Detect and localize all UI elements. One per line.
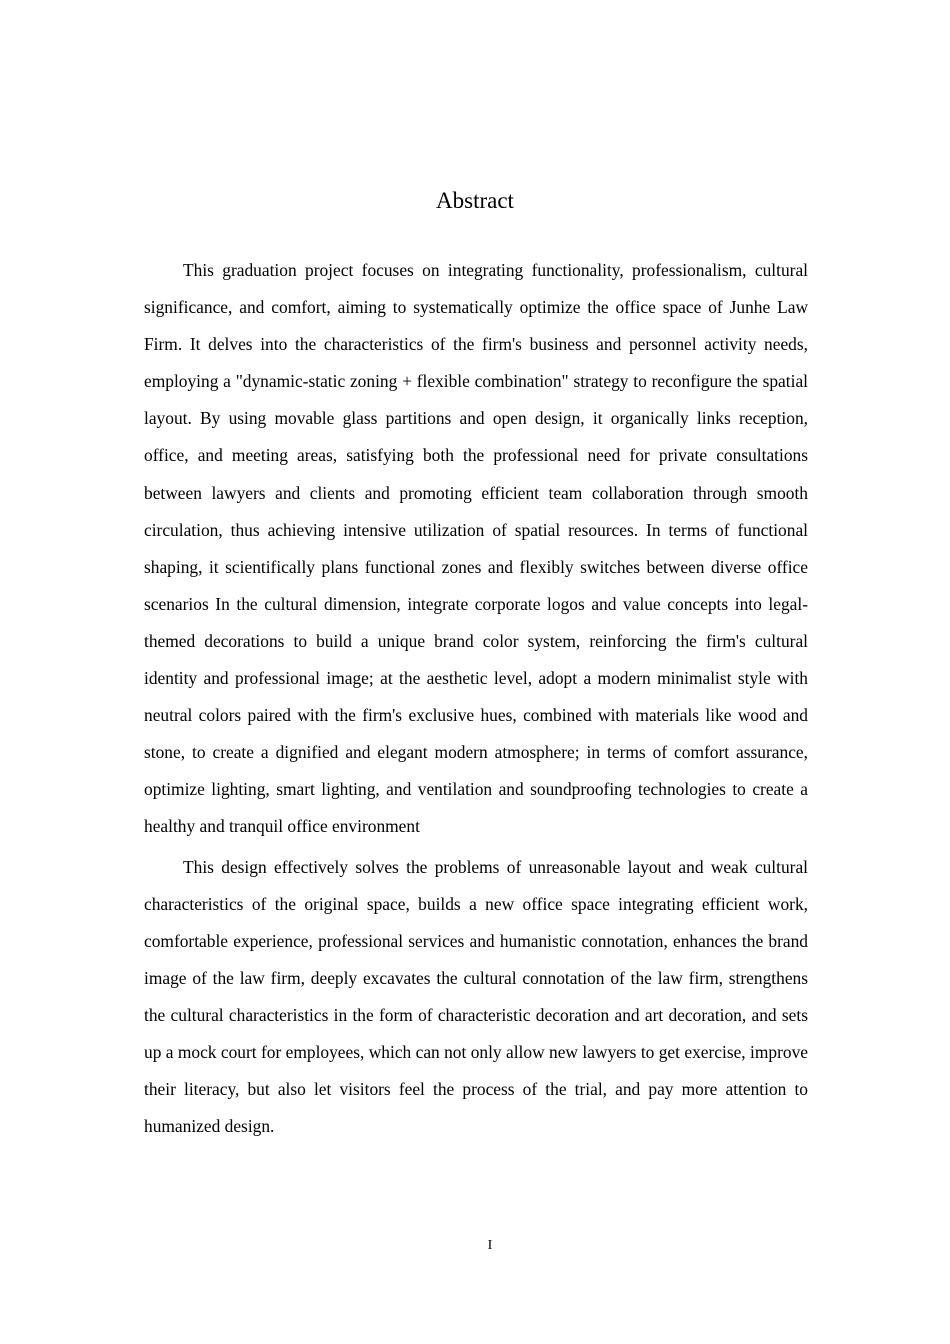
abstract-title: Abstract [436,188,514,213]
abstract-body [144,252,808,1145]
abstract-paragraph-2: This design effectively solves the problems of unreasonable layout and weak cultural characteristics of the original space, builds a new office space integrating efficient work, comfortable experience, professional services and humanistic connotation, enhances the brand image of the law firm, deeply excavates the cultural connotation of the law firm, strengthens the cultural characteristics in the form of characteristic decoration and art decoration, and sets up a mock court for employees, which can not only allow new lawyers to get exercise, improve their literacy, but also let visitors feel the process of the trial, and pay more attention to humanized design. [144,856,808,1137]
abstract-paragraph-1: This graduation project focuses on integrating functionality, professionalism, cultural significance, and comfort, aiming to systematically optimize the office space of Junhe Law Firm. It delves into the characteristics of the firm's business and personnel activity needs, employing a "dynamic-static zoning + flexible combination" strategy to reconfigure the spatial layout. By using movable glass partitions and open design, it organically links reception, office, and meeting areas, satisfying both the professional need for private consultations between lawyers and clients and promoting efficient team collaboration through smooth circulation, thus achieving intensive utilization of spatial resources. In terms of functional shaping, it scientifically plans functional zones and flexibly switches between diverse office scenarios In the cultural dimension, integrate corporate logos and value concepts into legal-themed decorations to build a unique brand color system, reinforcing the firm's cultural identity and professional image; at the aesthetic level, adopt a modern minimalist style with neutral colors paired with the firm's exclusive hues, combined with materials like wood and stone, to create a dignified and elegant modern atmosphere; in terms of comfort assurance, optimize lighting, smart lighting, and ventilation and soundproofing technologies to create a healthy and tranquil office environment [144,260,808,837]
page-number: I [487,1238,493,1253]
